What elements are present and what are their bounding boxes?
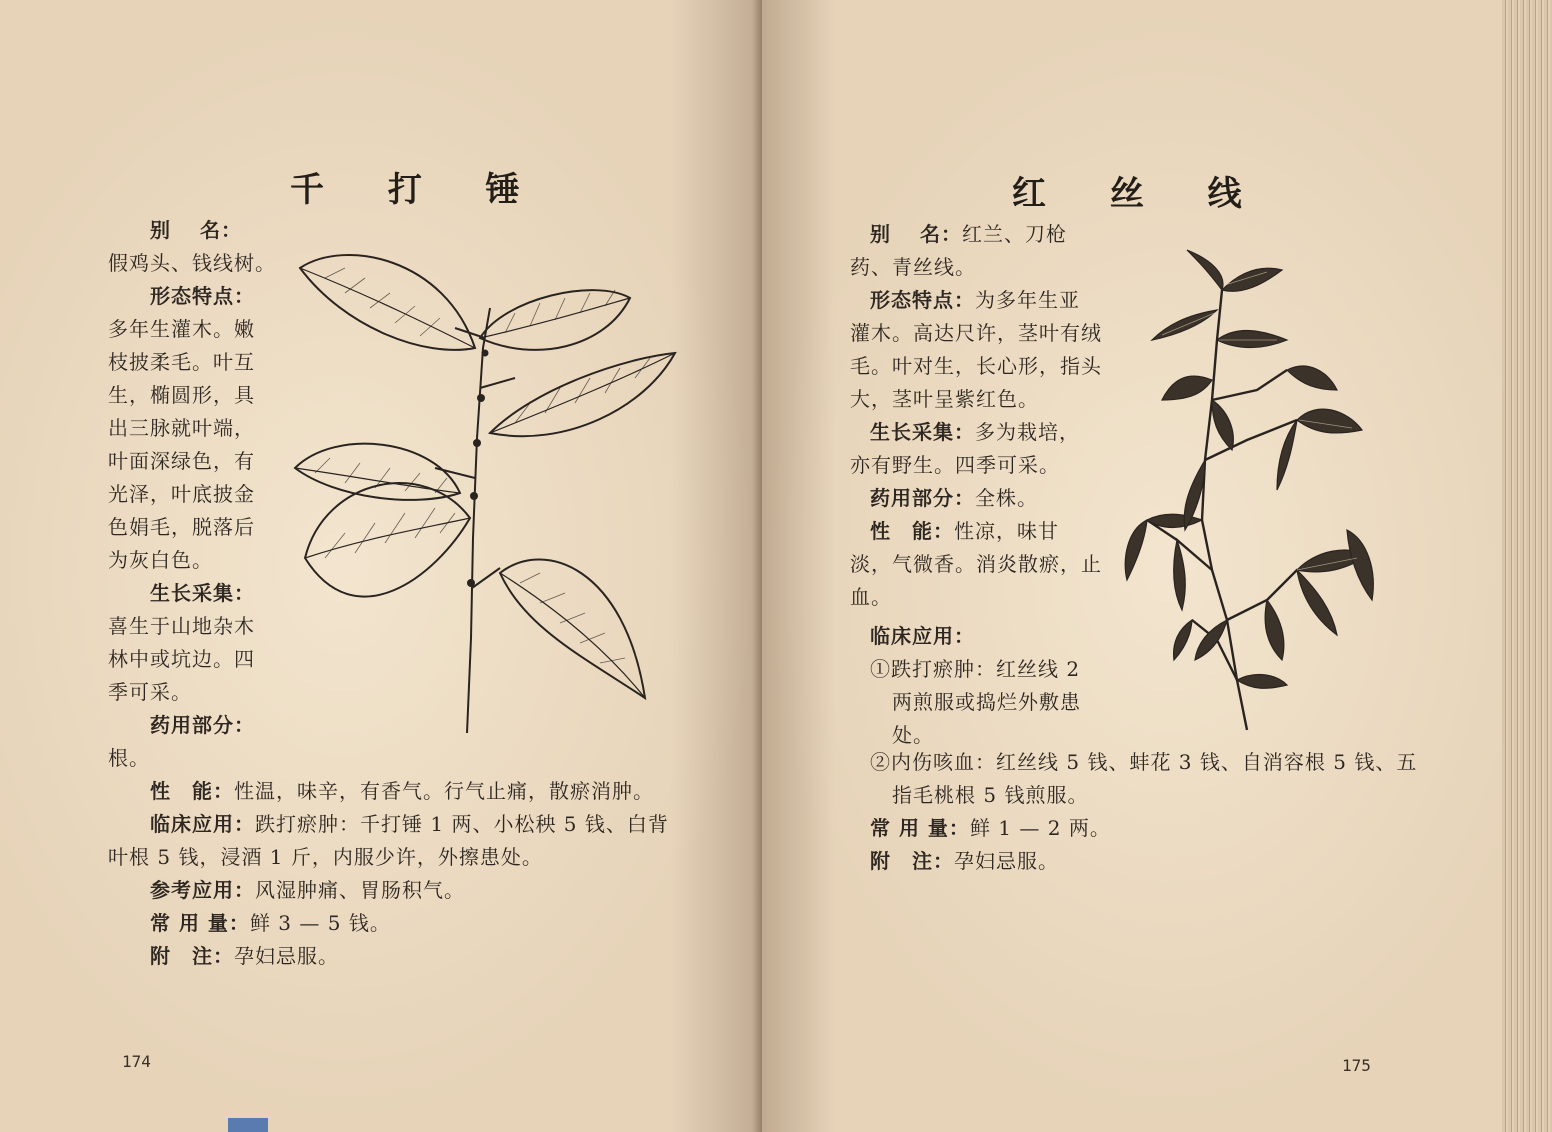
part-label: 药用部分：	[150, 713, 255, 737]
growth-line: 林中或坑边。四	[108, 647, 255, 671]
clinical-line: 跌打瘀肿：千打锤 1 两、小松秧 5 钱、白背	[255, 812, 669, 836]
morph-label: 形态特点：	[870, 288, 975, 312]
morph-line: 毛。叶对生，长心形，指头	[850, 354, 1102, 378]
part-value: 根。	[108, 746, 150, 770]
morph-line: 色娟毛，脱落后	[108, 515, 255, 539]
nature-value: 性凉，味甘	[954, 519, 1059, 543]
morph-line: 大，茎叶呈紫红色。	[850, 387, 1039, 411]
morph-line: 枝披柔毛。叶互	[108, 350, 255, 374]
note-label: 附 注：	[870, 849, 954, 873]
upper-entries-right	[850, 218, 1200, 752]
dose-value: 鲜 3 — 5 钱。	[249, 911, 391, 935]
nature-value: 淡，气微香。消炎散瘀，止	[850, 552, 1102, 576]
morph-line: 为灰白色。	[108, 548, 213, 572]
alias-value: 红兰、刀枪	[961, 222, 1067, 246]
part-label: 药用部分：	[870, 486, 975, 510]
clinical-line: ①跌打瘀肿：红丝线 2	[870, 657, 1081, 681]
morph-line: 多年生灌木。嫩	[108, 317, 255, 341]
clinical-line: ②内伤咳血：红丝线 5 钱、蚌花 3 钱、自消容根 5 钱、五	[870, 750, 1418, 774]
growth-value: 亦有野生。四季可采。	[850, 453, 1060, 477]
nature-label: 性 能：	[150, 779, 234, 803]
morph-line: 出三脉就叶端，	[108, 416, 255, 440]
lower-entries-left	[108, 775, 728, 973]
alias-value: 假鸡头、钱线树。	[108, 251, 276, 275]
growth-label: 生长采集：	[150, 581, 255, 605]
ref-label: 参考应用：	[150, 878, 255, 902]
growth-label: 生长采集：	[870, 420, 975, 444]
morph-line: 灌木。高达尺许，茎叶有绒	[850, 321, 1102, 345]
growth-line: 喜生于山地杂木	[108, 614, 255, 638]
growth-line: 季可采。	[108, 680, 192, 704]
nature-label: 性 能：	[870, 519, 954, 543]
plant-illustration-qiandachui	[285, 238, 685, 738]
clinical-line: 指毛桃根 5 钱煎服。	[892, 783, 1089, 807]
page-number-left: 174	[122, 1052, 151, 1071]
right-page	[762, 0, 1502, 1132]
dose-value: 鲜 1 — 2 两。	[969, 816, 1111, 840]
dose-label: 常 用 量：	[870, 816, 970, 840]
page-title-left: 千 打 锤	[290, 170, 546, 210]
nature-value: 血。	[850, 585, 892, 609]
lower-entries-right	[870, 746, 1500, 878]
alias-entry-left	[108, 214, 288, 775]
morph-value: 为多年生亚	[975, 288, 1080, 312]
clinical-line: 处。	[892, 723, 934, 747]
ref-value: 风湿肿痛、胃肠积气。	[255, 878, 465, 902]
morph-line: 光泽，叶底披金	[108, 482, 255, 506]
morph-line: 叶面深绿色，有	[108, 449, 255, 473]
alias-label: 别 名：	[870, 222, 962, 246]
page-edges	[1502, 0, 1552, 1132]
clinical-label: 临床应用：	[150, 812, 255, 836]
clinical-label: 临床应用：	[870, 624, 975, 648]
page-number-right: 175	[1342, 1056, 1371, 1075]
note-label: 附 注：	[150, 944, 234, 968]
part-value: 全株。	[975, 486, 1038, 510]
growth-value: 多为栽培，	[975, 420, 1080, 444]
morph-label: 形态特点：	[150, 284, 255, 308]
alias-value: 药、青丝线。	[850, 255, 976, 279]
morph-line: 生，椭圆形，具	[108, 383, 255, 407]
note-value: 孕妇忌服。	[234, 944, 339, 968]
page-title-right: 红 丝 线	[1012, 174, 1268, 214]
dose-label: 常 用 量：	[150, 911, 250, 935]
bookmark-strip	[228, 1118, 268, 1132]
note-value: 孕妇忌服。	[954, 849, 1059, 873]
leaf-drawing-icon	[285, 238, 685, 738]
clinical-line: 两煎服或捣烂外敷患	[892, 690, 1081, 714]
alias-label: 别 名：	[150, 218, 242, 242]
clinical-line: 叶根 5 钱，浸酒 1 斤，内服少许，外擦患处。	[108, 845, 543, 869]
nature-value: 性温，味辛，有香气。行气止痛，散瘀消肿。	[234, 779, 654, 803]
left-page	[0, 0, 762, 1132]
